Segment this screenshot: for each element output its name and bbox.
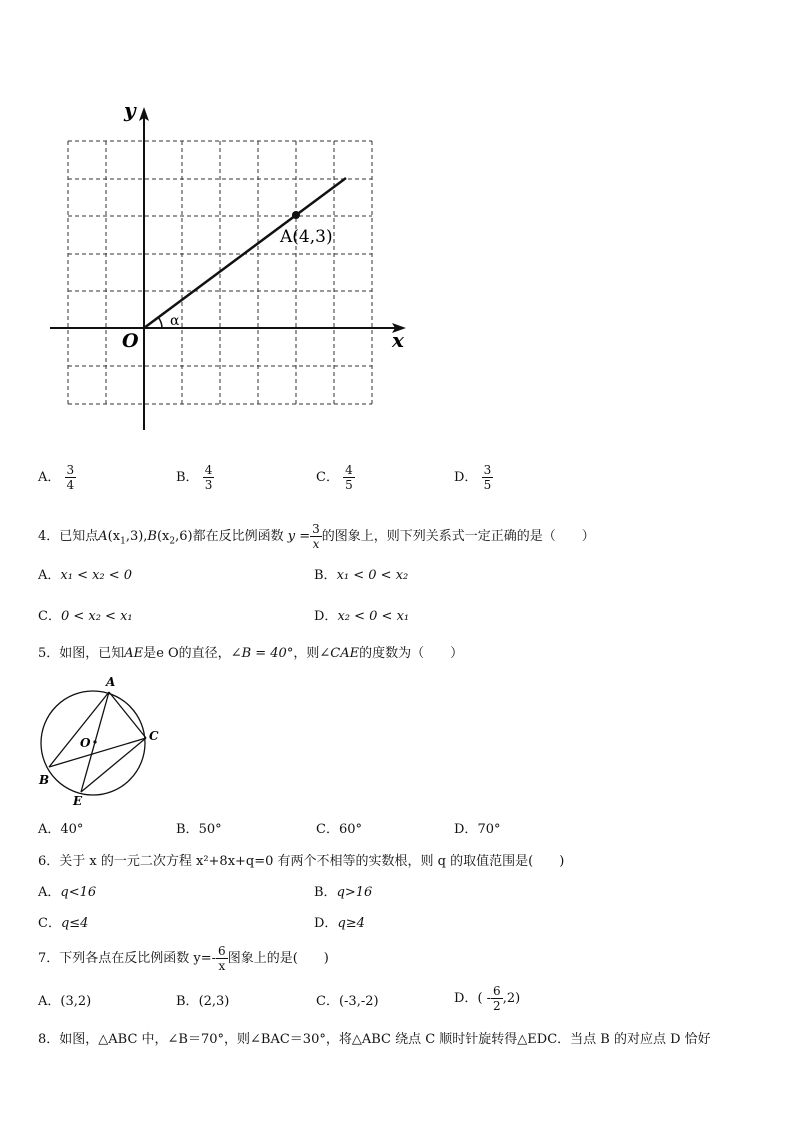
fraction: $\frac{6}{2}$ (493, 984, 501, 1013)
fraction: $\frac{4}{3}$ (204, 463, 213, 492)
q7-option-c[interactable]: C．(-3,-2) (316, 994, 379, 1009)
q7-stem: 7．下列各点在反比例函数 y=- $\frac{6}{x}$ 图象上的是( ) (38, 944, 329, 973)
point-a-label: A(4,3) (280, 227, 333, 247)
q6-option-a[interactable]: A．q<16 (38, 885, 97, 900)
segment-ac (109, 692, 146, 738)
fraction: $\frac{3}{x}$ (312, 522, 320, 551)
label-b: B (39, 773, 50, 787)
q3-option-c[interactable]: C． $\frac{4}{5}$ (316, 463, 353, 492)
angle-alpha-label: α (170, 313, 180, 329)
fraction: $\frac{4}{5}$ (345, 463, 353, 492)
circle-figure (36, 672, 166, 812)
q5-option-c[interactable]: C．60° (316, 822, 362, 837)
q5-option-b[interactable]: B．50° (176, 822, 222, 837)
q7-option-d[interactable]: D．( - $\frac{6}{2}$ ,2) (454, 984, 521, 1013)
label-a: A (106, 675, 116, 689)
q6-stem: 6．关于 x 的一元二次方程 x²+8x+q=0 有两个不相等的实数根，则 q 的取值范围是( ) (38, 854, 565, 869)
ray-oa (144, 178, 346, 328)
center-o (93, 740, 96, 743)
segment-ce (81, 738, 146, 792)
q3-option-d[interactable]: D． $\frac{3}{5}$ (454, 463, 492, 492)
segment-ab (49, 692, 109, 767)
q4-option-a[interactable]: A．x₁ < x₂ < 0 (38, 568, 133, 583)
q5-option-d[interactable]: D．70° (454, 822, 501, 837)
q4-option-d[interactable]: D．x₂ < 0 < x₁ (314, 609, 410, 624)
q6-option-b[interactable]: B．q>16 (314, 885, 373, 900)
q4-option-b[interactable]: B．x₁ < 0 < x₂ (314, 568, 409, 583)
q3-option-b[interactable]: B． $\frac{4}{3}$ (176, 463, 213, 492)
fraction: $\frac{3}{4}$ (66, 463, 75, 492)
origin-label: O (122, 330, 139, 352)
q6-option-d[interactable]: D．q≥4 (314, 916, 365, 931)
angle-arc (158, 317, 162, 328)
axes (50, 107, 406, 430)
label-o: O (80, 736, 91, 750)
fraction: $\frac{3}{5}$ (483, 463, 492, 492)
coordinate-graph (40, 95, 420, 440)
x-axis-label: x (392, 328, 404, 352)
q7-option-b[interactable]: B．(2,3) (176, 994, 230, 1009)
point-a (292, 211, 300, 219)
q4-option-c[interactable]: C．0 < x₂ < x₁ (38, 609, 133, 624)
q5-option-a[interactable]: A．40° (38, 822, 84, 837)
q4-stem: 4．已知点$A(x_1,3),B(x_2,6)$都在反比例函数 y = $\frac{3}{x}$ 的图象上，则下列关系式一定正确的是（ ） (38, 522, 595, 551)
label-c: C (149, 729, 159, 743)
label-e: E (73, 794, 83, 808)
q6-option-c[interactable]: C．q≤4 (38, 916, 89, 931)
q3-option-a[interactable]: A． $\frac{3}{4}$ (38, 463, 75, 492)
segment-bc (49, 738, 146, 767)
q5-stem: 5．如图，已知AE是e O的直径，∠B = 40°，则∠CAE的度数为（ ） (38, 646, 464, 661)
q7-option-a[interactable]: A．(3,2) (38, 994, 92, 1009)
y-axis-label: y (124, 98, 136, 122)
q8-stem: 8．如图，△ABC 中，∠B＝70°，则∠BAC＝30°，将△ABC 绕点 C 顺时针旋转得△EDC．当点 B 的对应点 D 恰好 (38, 1032, 711, 1047)
fraction: $\frac{6}{x}$ (218, 944, 226, 973)
